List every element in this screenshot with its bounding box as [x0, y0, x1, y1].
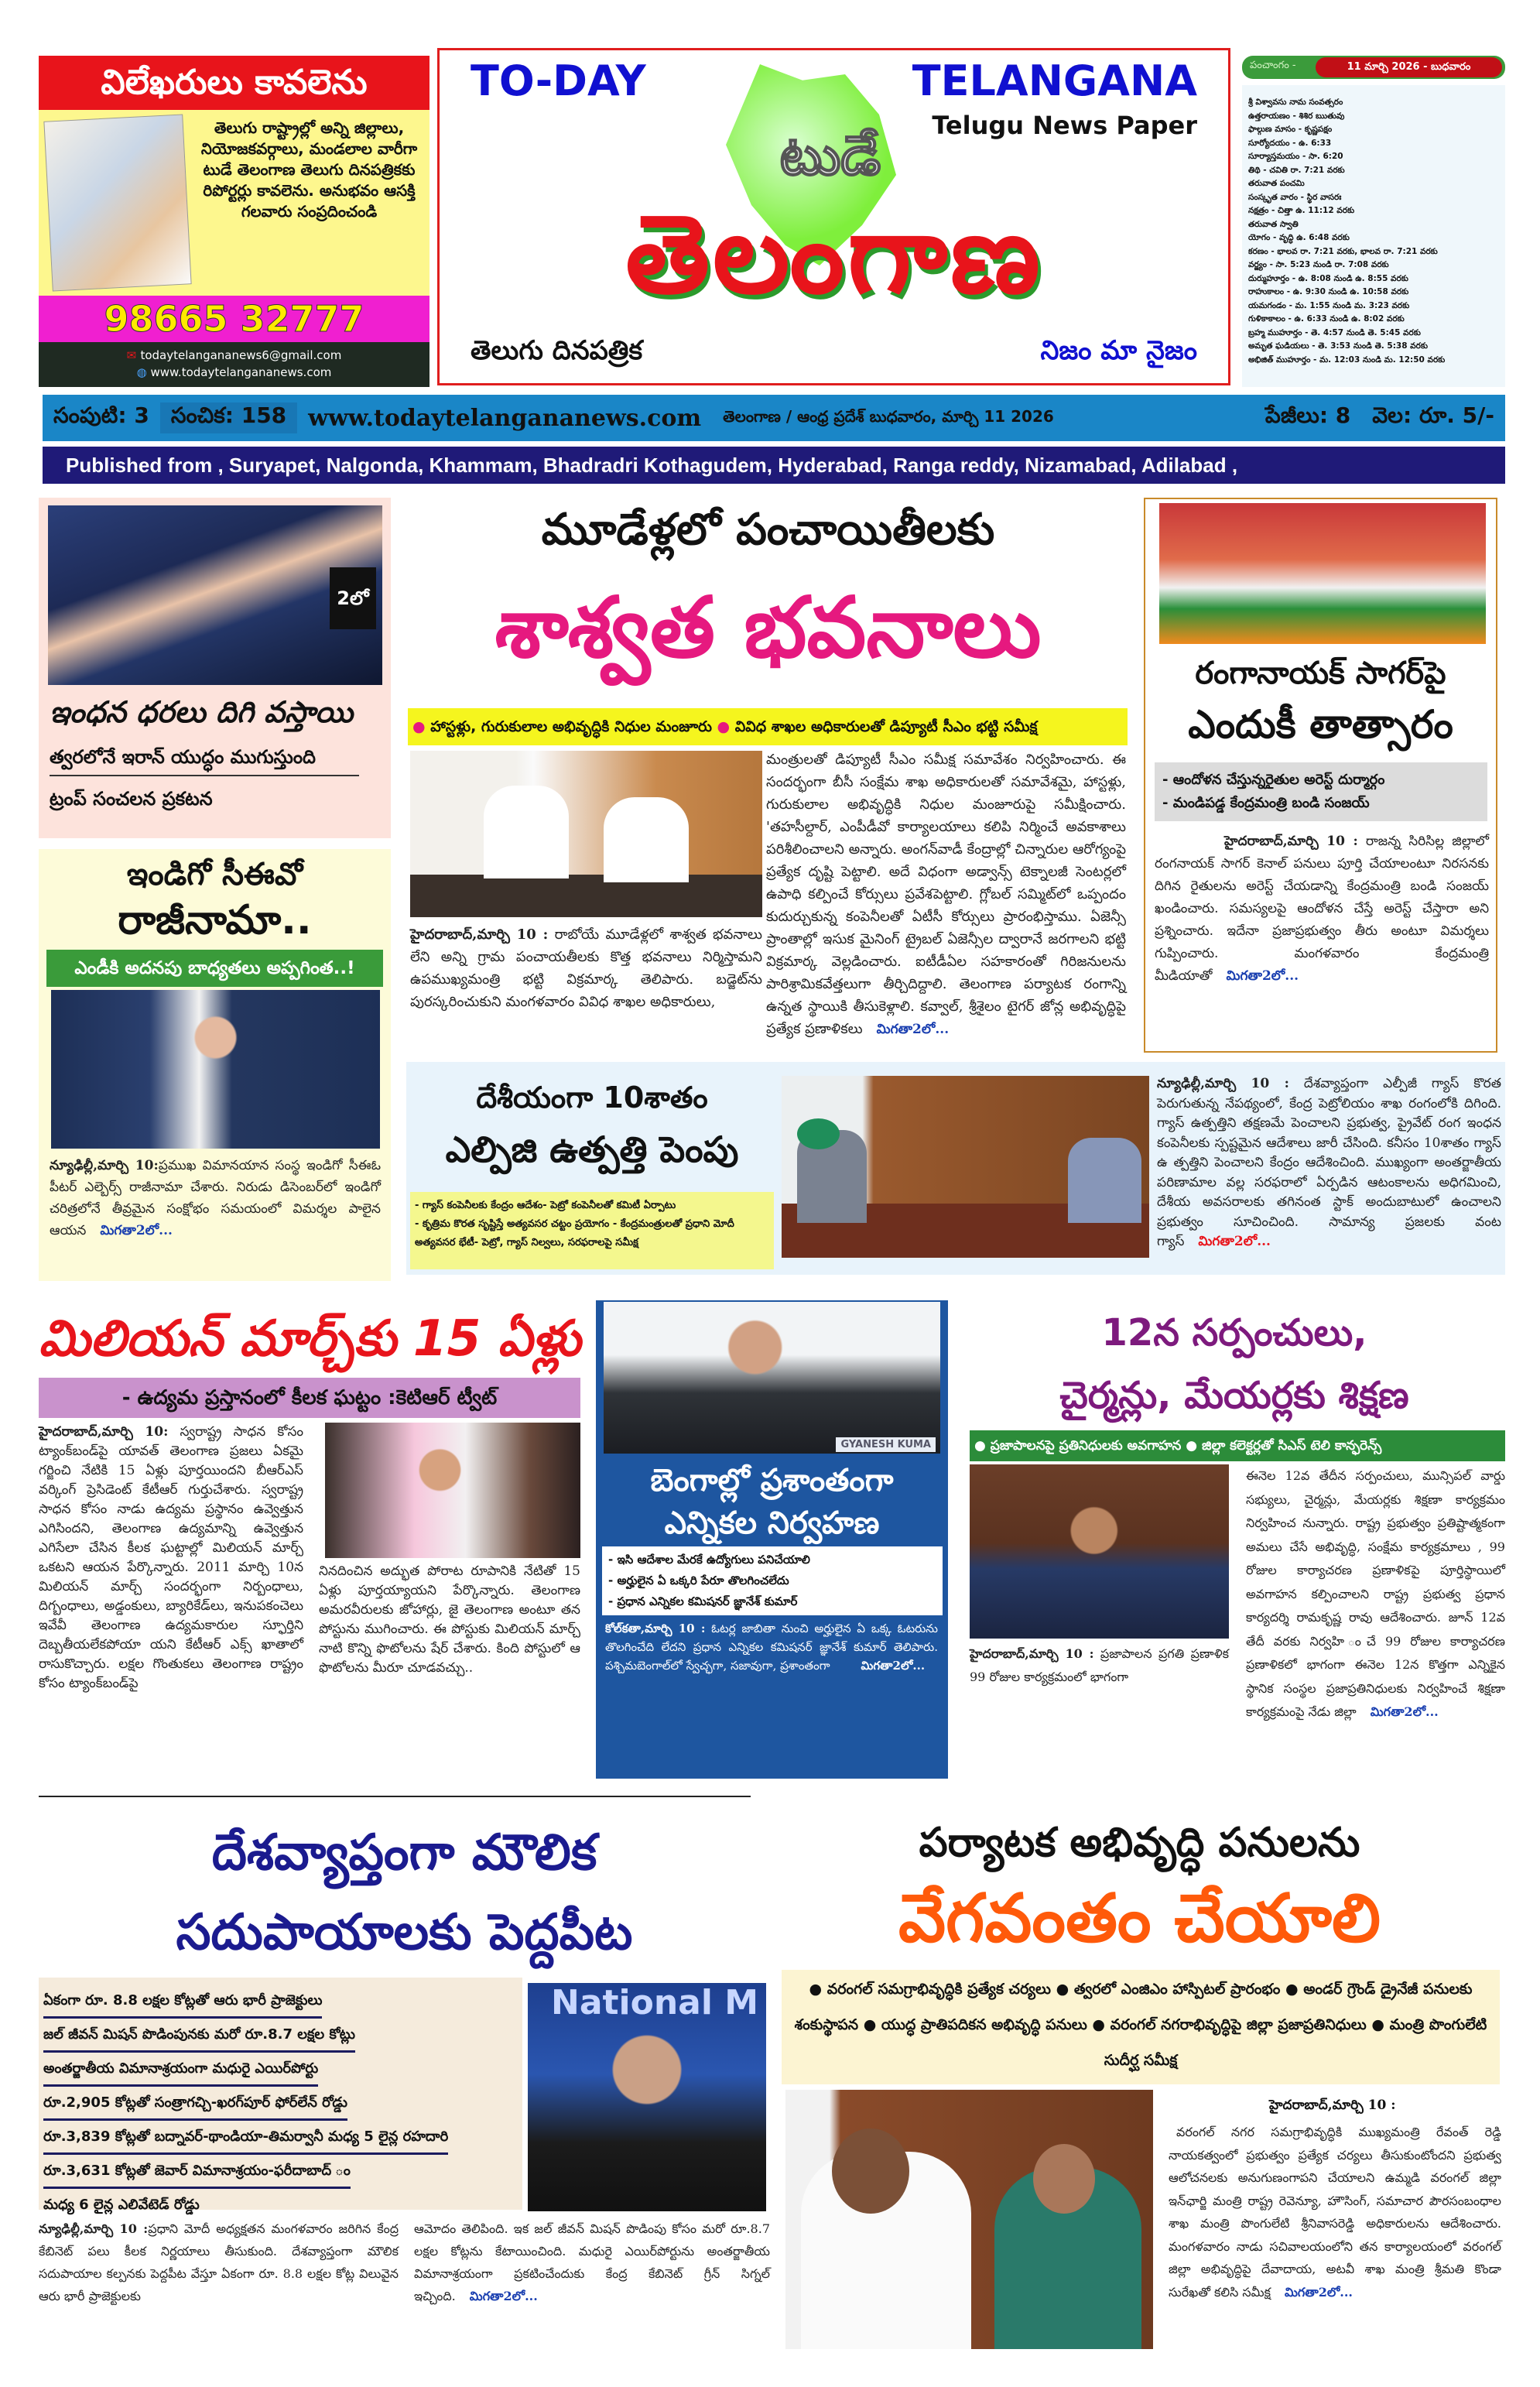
story-body: వరంగల్ నగర సమగ్రాభివృద్ధికి ముఖ్యమంత్రి రేవంత్ రెడ్డి నాయకత్వంలో ప్రభుత్వం ప్రత్యేక చర్యలు తీసుకుంటోందని ప్రభుత్వ ఆలోచనలకు అనుగుణంగాపని చేయాలని ఉమ్మడి వరంగల్ జిల్లా ఇన్‌ఛార్జి మంత్రి రాష్ట్ర రెవెన్యూ, హౌసింగ్, సమాచార పౌరసంబంధాల శాఖ మంత్రి పొంగులేటి శ్రీనివాసరెడ్డి అధికారులను ఆదేశించారు. మంగళవారం నాడు సచివాలయంలోని తన కార్యాలయంలో వరంగల్ జిల్లా అభివృద్ధిపై దేవాదాయ, అటవీ శాఖ మంత్రి శ్రీమతి కొండా సురేఖతో కలిసి సమీక్ష మిగతా2లో...: [1169, 2125, 1501, 2300]
story-body: ఆమోదం తెలిపింది. ఇక జల్ జీవన్ మిషన్ పొడింపు కోసం మరో రూ.8.7 లక్షల కోట్లను కేటాయించింది. మధురై ఎయిర్‌పోర్టును అంతర్జాతీయ విమానాశ్రయంగా ప్రకటించేందుకు కేంద్ర కేబినెట్ గ్రీన్ సిగ్నల్ ఇచ్చింది. మిగతా2లో...: [414, 2221, 770, 2303]
gyanesh-kumar-photo: [604, 1302, 940, 1454]
panchangam-line: తిథి - చవితి రా. 7:21 వరకు: [1248, 165, 1345, 175]
key-point: వరంగల్ సమగ్రాభివృద్ధికి ప్రత్యేక చర్యలు: [826, 1981, 1051, 1998]
price: వెల: రూ. 5/-: [1372, 402, 1494, 428]
masthead-logo: [437, 48, 1230, 385]
continued-link[interactable]: మిగతా2లో...: [469, 2289, 538, 2303]
subheadline: త్వరలోనే ఇరాన్ యుద్ధం ముగుస్తుంది: [50, 744, 359, 776]
subheadline: ట్రంప్ సంచలన ప్రకటన: [50, 788, 213, 810]
story-lead: [406, 499, 1130, 1057]
continued-link[interactable]: మిగతా2లో...: [1198, 1234, 1271, 1249]
story-body: న్యూఢిల్లీ,మార్చి 10 : దేశవ్యాప్తంగా ఎల్పీజీ గ్యాస్ కొరత పెరుగుతున్న నేపథ్యంలో, కేంద్ర పెట్రోలియం శాఖ రంగంలోకి దిగింది. గ్యాస్ ఉత్పత్తిని తక్షణమే పెంచాలని ప్రభుత్వ, ప్రైవేట్ రంగ ఇంధన కంపెనీలకు స్పష్టమైన ఆదేశాలు జారీ చేసింది. కనీసం 10శాతం గ్యాస్ ఉ త్పత్తిని పెంచాలని కేంద్రం ఆదేశించింది. ముఖ్యంగా అంతర్జాతీయ పరిణామాల వల్ల సరఫరాలో ఏర్పడిన ఆటంకాలను అధిగమించి, దేశీయ అవసరాలకు తగినంత స్టాక్ అందుబాటులో ఉంచాలని ప్రభుత్వం సూచించింది. సామాన్య ప్రజలకు వంట గ్యాస్ మిగతా2లో...: [1157, 1076, 1501, 1249]
key-point: రూ.3,631 కోట్లతో జెవార్ విమానాశ్రయం-ఫరీదాబాద్ ం: [43, 2156, 351, 2189]
key-points: [39, 1978, 522, 2213]
bullet-icon: ●: [1181, 1438, 1203, 1454]
key-point: అండర్ గ్రౌండ్ డ్రైనేజీ పనులకు శంకుస్థాపన: [794, 1981, 1473, 2033]
continued-link[interactable]: మిగతా2లో...: [1284, 2284, 1353, 2300]
panchangam-line: రాహుకాలం - ఉ. 9:30 నుండి ఉ. 10:58 వరకు: [1248, 287, 1409, 296]
ponguleti-meeting-photo: [785, 2090, 1153, 2349]
logo-subtitle: Telugu News Paper: [932, 111, 1197, 140]
ktr-photo: [325, 1423, 580, 1558]
story-body: హైదరాబాద్,మార్చి 10 : ప్రజాపాలన ప్రగతి ప్రణాళిక 99 రోజుల కార్యక్రమంలో భాగంగా: [970, 1646, 1229, 1684]
story-tourism-warangal: [774, 1811, 1505, 2368]
continued-link[interactable]: మిగతా2లో...: [1226, 968, 1299, 984]
headline: సదుపాయాలకు పెద్దపీట: [176, 1904, 633, 1961]
photo-caption: National M: [551, 1983, 759, 2022]
subheadlines: - గ్యాస్ కంపెనీలకు కేంద్రం ఆదేశం- పెట్రో కంపెనీలతో కమిటీ ఏర్పాటు - కృత్రిమ కొరత సృష్టిస్తే అత్యవసర చట్టం ప్రయోగం - కేంద్రమంత్రులతో ప్రధాని మోదీ అత్యవసర భేటీ- పెట్రో, గ్యాస్ నిల్వలు, సరఫరాలపై సమీక్ష: [410, 1192, 774, 1269]
story-body: న్యూఢిల్లీ,మార్చి 10:ప్రముఖ విమానయాన సంస్థ ఇండిగో సీఈఓ పీటర్ ఎల్బెర్స్ రాజీనామా చేశారు. నిరుడు డిసెంబర్‌లో ఇండిగో చరిత్రలోనే తీవ్రమైన సంక్షోభం సమయంలో విమర్శల పాలైన ఆయన మిగతా2లో...: [50, 1158, 381, 1238]
story-trump: [39, 498, 391, 838]
panchangam-line: నక్షత్రం - చిత్తా ఉ. 11:12 వరకు: [1248, 206, 1355, 215]
bullet-icon: ●: [412, 718, 431, 735]
indigo-ceo-photo: [51, 990, 380, 1149]
headline-strip: ● హాస్టళ్లు, గురుకులాల అభివృద్ధికి నిధుల మంజూరు ● వివిధ శాఖల అధికారులతో డిప్యూటీ సీఎం భట్టి సమీక్ష: [408, 708, 1128, 745]
headline: పర్యాటక అభివృద్ధి పనులను: [919, 1820, 1360, 1866]
panchangam-line: తరువాత స్వాతి: [1248, 219, 1299, 229]
key-point: రూ.2,905 కోట్లతో సంత్రాగచ్చి-ఖరగ్‌పూర్ ఫోర్‌లేన్ రోడ్డు: [43, 2087, 347, 2121]
panchangam-line: అమృత ఘడియలు - తె. 3:53 నుండి తె. 5:38 వరకు: [1248, 341, 1428, 351]
headline: వేగవంతం చేయాలి: [898, 1880, 1381, 1957]
headline: మిలియన్ మార్చ్‌కు 15 ఏళ్లు: [39, 1310, 581, 1368]
trump-photo: [48, 505, 382, 685]
headline: చైర్మన్లు, మేయర్లకు శిక్షణ: [1059, 1374, 1409, 1417]
panchangam-line: సూర్యాస్తమయం - సా. 6:20: [1248, 152, 1343, 161]
key-point: యుద్ధ ప్రాతిపదికన అభివృద్ధి పనులు: [881, 2016, 1087, 2033]
panchangam-line: కరణం - భాలవ రా. 7:21 వరకు, భాలవ రా. 7:21 వరకు: [1248, 246, 1438, 256]
newspaper-thumbnail-image: [43, 114, 191, 291]
key-point: త్వరలో ఎంజిఎం హాస్పిటల్ ప్రారంభం: [1073, 1981, 1281, 1998]
website-link[interactable]: www.todaytelangananews.com: [308, 404, 702, 432]
pages: పేజీలు: 8: [1265, 402, 1351, 428]
story-body: మంత్రులతో డిప్యూటీ సీఎం సమీక్ష సమావేశం నిర్వహించారు. ఈ సందర్భంగా బీసీ సంక్షేమ శాఖ అధికారులతో సమావేశమై, హాస్టళ్లు, గురుకులాల అభివృద్ధికి నిధుల మంజూరుపై సమీక్షించారు. 'తహసీల్దార్, ఎంపీడీవో కార్యాలయాలు కలిపి నిర్మించే అవకాశాలు పరిశీలించాలని అన్నారు. అంగన్‌వాడీ కేంద్రాల్లో చిన్నారుల ఆరోగ్యంపై ప్రత్యేక దృష్టి పెట్టాలి. అదే విధంగా అడ్వాన్స్ టెక్నాలజీ సెంటర్లలో ఉపాధి కల్పించే కోర్సులు ప్రవేశపెట్టాలి. గ్లోబల్ సమ్మిట్‌లో ఒప్పందం కుదుర్చుకున్న కంపెనీలతో ఏటీసీ కోర్సులు ప్రారంభిస్తాము. ఏజెన్సీ ప్రాంతాల్లో ఇసుక మైనింగ్ ట్రైబల్ ఏజెన్సీల ద్వారానే జరగాలని భట్టి విక్రమార్క వెల్లడించారు. ఐటీడీఏల సహకారంతో గిరిజనులను పారిశ్రామికవేత్తలుగా తీర్చిదిద్దాలి. తెలంగాణ పర్యాటక రంగాన్ని ఉన్నత స్థాయికి తీసుకెళ్లాలి. కవ్వాల్, శ్రీశైలం టైగర్ జోన్ల అభివృద్ధిపై ప్రత్యేక ప్రణాళికలు మిగతా2లో...: [766, 752, 1126, 1037]
logo-tude: టుడే: [780, 124, 881, 187]
bandi-sanjay-photo: [1159, 503, 1486, 644]
panchangam-line: సంస్కృత వారం - స్థిర వాసరః: [1248, 192, 1342, 202]
bullet-icon: ●: [1280, 1981, 1304, 1998]
panchangam-line: సూర్యోదయం - ఉ. 6:33: [1248, 138, 1332, 148]
ad-email[interactable]: todaytelangananews6@gmail.com: [140, 348, 342, 362]
published-from-bar-box: [43, 447, 1505, 484]
headline-strip: ఎండీకి అదనపు బాధ్యతలు అప్పగింత..!: [46, 950, 383, 987]
edition-date: తెలంగాణ / ఆంధ్ర ప్రదేశ్ బుధవారం, మార్చి 11 2026: [723, 406, 1054, 426]
bullet-icon: ●: [717, 718, 735, 735]
section-divider: [39, 1796, 751, 1797]
bullet-icon: ●: [1051, 1981, 1074, 1998]
cs-teleconference-photo: [970, 1464, 1229, 1639]
key-point: అంతర్జాతీయ విమానాశ్రయంగా మధురై ఎయిర్‌పోర్టు: [43, 2053, 318, 2087]
panchangam-list: [1242, 85, 1505, 387]
bullet-icon: ●: [1366, 2016, 1390, 2033]
ad-text: తెలుగు రాష్ట్రాల్లో అన్ని జిల్లాలు, నియోజకవర్గాలు, మండలాల వారీగా టుడే తెలంగాణ తెలుగు దినపత్రికకు రిపోర్టర్లు కావలెను. అనుభవం ఆసక్తి గలవారు సంప్రదించండి: [200, 118, 418, 221]
headline-strip: ● ప్రజాపాలనపై ప్రతినిధులకు అవగాహన ● జిల్లా కలెక్టర్లతో సిఎస్ టెలి కాన్ఫరెన్స్: [970, 1430, 1505, 1461]
story-bandi-sanjay: [1144, 498, 1497, 1053]
bullet-icon: ●: [809, 1981, 827, 1998]
headline: దేశీయంగా 10శాతం: [476, 1080, 708, 1115]
panchangam-line: తరువాత పంచమి: [1248, 179, 1305, 188]
bhatti-meeting-photo: [410, 751, 762, 917]
globe-icon: ◍: [136, 365, 151, 379]
bullet-icon: ●: [1087, 2016, 1111, 2033]
headline: రాజీనామా..: [118, 897, 312, 943]
logo-telangana: TELANGANA: [912, 57, 1197, 105]
story-body: హైదరాబాద్,మార్చి 10: స్వరాష్ట్ర సాధన కోసం ట్యాంక్‌బండ్‌పై యావత్ తెలంగాణ ప్రజలు ఏకమై గర్జించి నేటికి 15 ఏళ్లు పూర్తయిందని బీఆర్ఎస్ వర్కింగ్ ప్రెసిడెంట్ కేటీఆర్ గుర్తుచేశారు. స్వరాష్ట్ర సాధన కోసం నాడు ఉద్యమ ప్రస్థానం ఉవ్వెత్తున ఎగిసిందని, తెలంగాణ ఉద్యమాన్ని ఉవ్వెత్తున ఎగిసేలా చేసిన కీలక ఘట్టాల్లో మిలియన్ మార్చ్ ఒకటని ఆయన పేర్కొన్నారు. 2011 మార్చి 10న మిలియన్ మార్చ్ సందర్భంగా నిర్బంధాలు, దిగ్బంధాలు, అడ్డంకులు, బ్యారికేడ్‌లు, ఇనుపకంచెలు ఇవేవీ తెలంగాణ ఉద్యమకారుల స్ఫూర్తిని దెబ్బతీయలేకపోయా యని కేటీఆర్ ఎక్స్ ఖాతాలో రాసుకొచ్చారు. లక్షల గొంతుకలు తెలంగాణ రాష్ట్రం కోసం ట్యాంక్‌బండ్‌పై: [39, 1424, 303, 1691]
continued-link[interactable]: మిగతా2లో...: [861, 1659, 926, 1673]
key-point: వరంగల్ నగరాభివృద్ధిపై జిల్లా ప్రజాప్రతినిధులు: [1110, 2016, 1367, 2033]
panchangam-box: [1242, 56, 1505, 387]
bullet-icon: ●: [858, 2016, 881, 2033]
tagline-right: నిజం మా నైజం: [1040, 335, 1197, 366]
story-indigo: [39, 849, 391, 1281]
headline: దేశవ్యాప్తంగా మౌలిక: [211, 1824, 597, 1882]
subheadlines: - ఇసి ఆదేశాల మేరకే ఉద్యోగులు పనిచేయాలి - అర్హులైన ఏ ఒక్కరి పేరూ తొలగించలేదు - ప్రధాన ఎన్నికల కమిషనర్ జ్ఞానేశ్ కుమార్: [602, 1546, 943, 1615]
key-point: ఏకంగా రూ. 8.8 లక్షల కోట్లతో ఆరు భారీ ప్రాజెక్టులు: [43, 1985, 322, 2019]
vaishnaw-photo: [528, 1983, 766, 2211]
story-body: నినదించిన అద్భుత పోరాట రూపానికి నేటితో 15 ఏళ్లు పూర్తయ్యాయని పేర్కొన్నారు. తెలంగాణ అమరవీరులకు జోహార్లు, జై తెలంగాణ అంటూ తన పోస్టును ముగించారు. ఈ పోస్టుకు మిలియన్ మార్చ్ నాటి కొన్ని ఫొటోలను షేర్ చేశారు. కింది పోస్టులో ఆ ఫొటోలను మీరూ చూడవచ్చు..: [319, 1563, 580, 1676]
reporters-wanted-ad: [39, 56, 429, 387]
ad-title: విలేఖరులు కావలెను: [39, 56, 429, 110]
headline: ఇంధన ధరలు దిగి వస్తాయి: [50, 695, 354, 729]
headline: ఎల్పిజి ఉత్పత్తి పెంపు: [445, 1128, 739, 1170]
key-points: [782, 1970, 1500, 2084]
story-cabinet-infrastructure: [39, 1811, 770, 2368]
dateline: హైదరాబాద్,మార్చి 10 :: [1269, 2098, 1396, 2113]
panchangam-date: 11 మార్చి 2026 - బుధవారం: [1316, 57, 1502, 77]
issue: సంచిక: 158: [160, 402, 297, 433]
volume: సంపుటి: 3: [53, 402, 149, 428]
panchangam-line: దుర్ముహూర్తం - ఉ. 8:08 నుండి ఉ. 8:55 వరకు: [1248, 273, 1408, 283]
panchangam-line: అభిజిత్ ముహూర్తం - మ. 12:03 నుండి మ. 12:50 వరకు: [1248, 354, 1446, 365]
story-lpg: [406, 1062, 1505, 1275]
continued-link[interactable]: మిగతా2లో...: [1370, 1704, 1439, 1719]
headline: శాశ్వత భవనాలు: [495, 580, 1042, 676]
headline: మూడేళ్లలో పంచాయితీలకు: [541, 505, 995, 555]
headline: 12న సర్పంచులు,: [1101, 1311, 1367, 1354]
logo-today: TO-DAY: [471, 57, 646, 105]
headline: ఎన్నికల నిర్వహణ: [664, 1505, 880, 1541]
tagline-left: తెలుగు దినపత్రిక: [471, 335, 643, 366]
ad-website[interactable]: www.todaytelangananews.com: [150, 365, 332, 379]
key-point: మంత్రి పొంగులేటి సుదీర్ఘ సమీక్ష: [1104, 2016, 1487, 2069]
panchangam-line: శ్రీ విశ్వావసు నామ సంవత్సరం: [1248, 98, 1343, 107]
headline: రంగానాయక్ సాగర్‌పై: [1195, 656, 1446, 691]
page-badge: 2లో: [330, 567, 376, 629]
published-from-bar: Published from , Suryapet, Nalgonda, Khammam, Bhadradri Kothagudem, Hyderabad, Ranga reddy, Nizamabad, Adilabad ,: [66, 454, 1238, 477]
bullet-icon: ●: [974, 1438, 991, 1454]
logo-name: తెలంగాణ: [625, 192, 1043, 318]
headline: బెంగాల్లో ప్రశాంతంగా: [650, 1463, 894, 1498]
headline: ఇండిగో సీఈవో: [126, 857, 303, 892]
ad-phone: 98665 32777: [39, 296, 429, 342]
mail-icon: ✉: [126, 348, 141, 362]
continued-link[interactable]: మిగతా2లో...: [876, 1022, 950, 1037]
subheadlines: - ఆందోళన చేస్తున్నరైతుల అరెస్ట్ దుర్మార్గం - మండిపడ్డ కేంద్రమంత్రి బండి సంజయ్: [1155, 762, 1487, 821]
story-body: కోల్‌కతా,మార్చి 10 : ఓటర్ల జాబితా నుంచి అర్హులైన ఏ ఒక్క ఓటరును తొలగించేది లేదని ప్రధాన ఎన్నికల కమిషనర్ జ్ఞానేశ్ కుమార్ తెలిపారు. పశ్చిమబెంగాల్‌లో స్వేచ్ఛగా, సజావుగా, ప్రశాంతంగా మిగతా2లో...: [605, 1622, 938, 1673]
panchangam-line: వర్జ్యం - సా. 5:23 నుండి రా. 7:08 వరకు: [1248, 260, 1389, 269]
story-body: హైదరాబాద్,మార్చి 10 : రాబోయే మూడేళ్లలో శాశ్వత భవనాలు లేని అన్ని గ్రామ పంచాయతీలకు కొత్త భవనాలు నిర్మిస్తామని ఉపముఖ్యమంత్రి భట్టి విక్రమార్క తెలిపారు. బడ్జెట్‌ను పురస్కరించుకుని మంగళవారం వివిధ శాఖల అధికారులు,: [410, 926, 762, 1010]
story-body: ఈనెల 12వ తేదీన సర్పంచులు, మున్సిపల్ వార్డు సభ్యులు, చైర్మన్లు, మేయర్లకు శిక్షణా కార్యక్రమం నిర్వహించ నున్నారు. రాష్ట్ర ప్రభుత్వం ప్రతిష్టాత్మకంగా అమలు చేసే అభివృద్ధి, సంక్షేమ కార్యక్రమాలు , 99 రోజుల కార్యాచరణ ప్రణాళికపై పూర్తిస్థాయిలో అవగాహన కల్పించాలని రాష్ట్ర ప్రభుత్వ ప్రధాన కార్యదర్శి రామకృష్ణ రావు ఆదేశించారు. జూన్ 12వ తేదీ వరకు నిర్వహి ంచే 99 రోజుల కార్యాచరణ ప్రణాళికలో భాగంగా ఈనెల 12న కొత్తగా ఎన్నికైన స్థానిక సంస్థల ప్రజాప్రతినిధులకు నిర్వహించే శిక్షణా కార్యక్రమంపై నేడు జిల్లా మిగతా2లో...: [1246, 1468, 1505, 1719]
modi-meeting-photo: [782, 1076, 1149, 1258]
panchangam-line: యోగం - వృద్ధి ఉ. 6:48 వరకు: [1248, 233, 1350, 242]
panchangam-line: బ్రహ్మ ముహూర్తం - తె. 4:57 నుండి తె. 5:45 వరకు: [1248, 327, 1421, 337]
headline: ఎందుకీ తాత్సారం: [1188, 702, 1453, 747]
story-million-march: [39, 1300, 580, 1780]
key-point: మధ్య 6 లైన్ల ఎలివేటెడ్ రోడ్డు: [43, 2197, 200, 2213]
photo-caption: GYANESH KUMA: [836, 1437, 936, 1452]
story-body: న్యూఢిల్లీ,మార్చి 10 :ప్రధాని మోదీ అధ్యక్షతన మంగళవారం జరిగిన కేంద్ర కేబినెట్ పలు కీలక నిర్ణయాలు తీసుకుంది. దేశవ్యాప్తంగా మౌలిక సదుపాయాల కల్పనకు పెద్దపీట వేస్తూ ఏకంగా రూ. 8.8 లక్షల కోట్ల విలువైన ఆరు భారీ ప్రాజెక్టులకు: [39, 2221, 399, 2303]
story-bengal-election: [596, 1300, 948, 1779]
panchangam-line: యమగండం - మ. 1:55 నుండి మ. 3:23 వరకు: [1248, 300, 1410, 310]
panchangam-line: ఫాల్గుణ మాసం - కృష్ణపక్షం: [1248, 125, 1333, 134]
panchangam-line: ఉత్తరాయణం - శిశిర ఋతువు: [1248, 111, 1345, 121]
continued-link[interactable]: మిగతా2లో...: [100, 1223, 173, 1238]
panchangam-line: గుళికాకాలం - ఉ. 6:33 నుండి ఉ. 8:02 వరకు: [1248, 314, 1405, 324]
key-point: రూ.3,839 కోట్లతో బద్నావర్-థాండియా-తిమర్వానీ మధ్య 5 లైన్ల రహదారి: [43, 2122, 448, 2155]
panchangam-label: పంచాంగం -: [1250, 60, 1296, 71]
story-body: హైదరాబాద్,మార్చి 10 : రాజన్న సిరిసిల్ల జిల్లాలో రంగనాయక్ సాగర్ కెనాల్ పనులు పూర్తి చేయాలంటూ నిరసనకు దిగిన రైతులను అరెస్ట్ చేయడాన్ని కేంద్రమంత్రి బండి సంజయ్ ఖండించారు. సమస్యలపై ఆందోళన చేస్తే అరెస్ట్ చేస్తారా అని ప్రశ్నించారు. ఇదేనా ప్రజాప్రభుత్వం తీరు అంటూ విమర్శలు గుప్పించారు. మంగళవారం కేంద్రమంత్రి మీడియాతో మిగతా2లో...: [1155, 834, 1489, 984]
story-sarpanch-training: [963, 1300, 1505, 1780]
key-point: జల్ జీవన్ మిషన్ పొడింపునకు మరో రూ.8.7 లక్షల కోట్లు: [43, 2019, 355, 2053]
info-bar: [43, 395, 1505, 441]
headline-strip: - ఉద్యమ ప్రస్తానంలో కీలక ఘట్టం :కెటిఆర్ ట్వీట్: [39, 1378, 580, 1418]
